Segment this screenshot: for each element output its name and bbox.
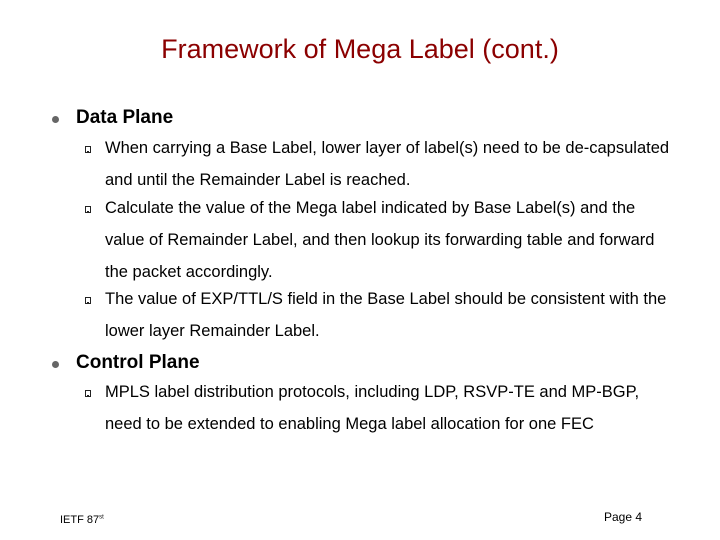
section-heading-control-plane: Control Plane — [76, 352, 200, 373]
square-bullet-icon — [85, 206, 91, 213]
section-heading-data-plane: Data Plane — [76, 107, 174, 128]
footer-page-number: Page 4 — [604, 510, 643, 524]
data-plane-item-1: When carrying a Base Label, lower layer of label(s) need to be de-capsulated and until the Remainder Label is reached. — [105, 139, 670, 189]
data-plane-item-3: The value of EXP/TTL/S field in the Base Label should be consistent with the lower layer Remainder Label. — [105, 290, 667, 340]
control-plane-item-1: MPLS label distribution protocols, including LDP, RSVP-TE and MP-BGP, need to be extended to enabling Mega label allocation for one FEC — [105, 383, 640, 433]
bullet-dot-icon — [52, 116, 59, 123]
bullet-dot-icon — [52, 361, 59, 368]
footer-event-label: IETF 87 — [60, 514, 100, 526]
data-plane-item-2: Calculate the value of the Mega label indicated by Base Label(s) and the value of Remainder Label, and then lookup its forwarding table and forward the packet accordingly. — [105, 199, 655, 281]
square-bullet-icon — [85, 297, 91, 304]
footer-event-suffix: st — [99, 514, 104, 521]
square-bullet-icon — [85, 146, 91, 153]
slide-title: Framework of Mega Label (cont.) — [161, 34, 559, 64]
footer-event — [60, 514, 104, 526]
square-bullet-icon — [85, 390, 91, 397]
